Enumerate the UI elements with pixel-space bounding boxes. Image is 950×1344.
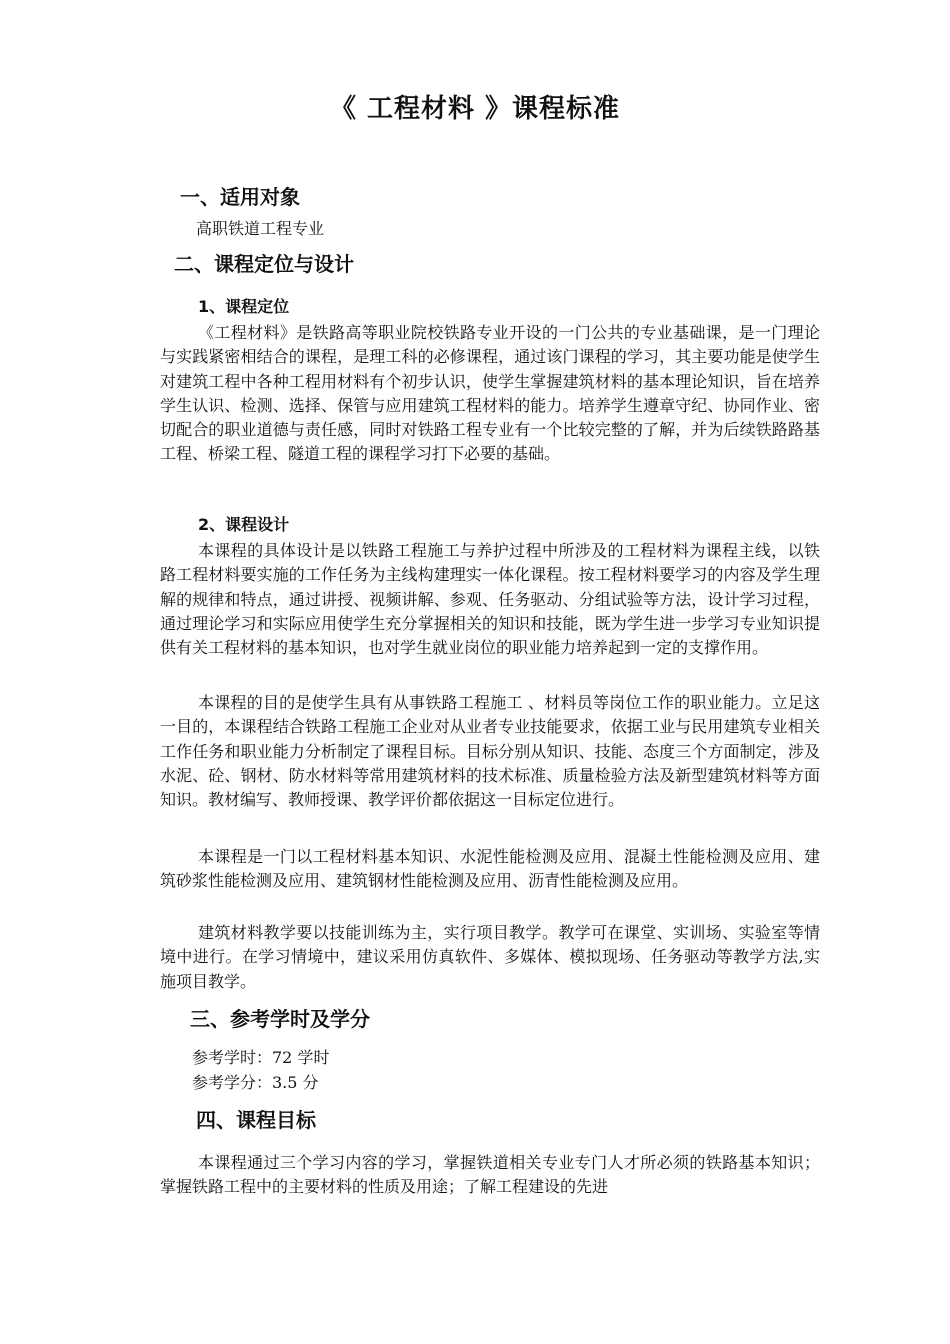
document-title: 《 工程材料 》课程标准 [329,94,621,124]
section-heading-hours-credits: 三、参考学时及学分 [190,1007,370,1031]
design-paragraph-2: 本课程的目的是使学生具有从事铁路工程施工 、材料员等岗位工作的职业能力。立足这一目的，本课程结合铁路工程施工企业对从业者专业技能要求，依据工业与民用建筑专业相关工作任务和职业能力分析制定了课程目标。目标分别从知识、技能、态度三个方面制定，涉及 水泥、砼、钢材、防水材料等常用建筑材料的技术标准、质量检验方法及新型建筑材料等方面知识。教材编写、教师授课、教学评价都依据这一目标定位进行。 [160,693,820,810]
design-paragraph-1: 本课程的具体设计是以铁路工程施工与养护过程中所涉及的工程材料为课程主线，以铁路工程材料要实施的工作任务为主线构建理实一体化课程。按工程材料要学习的内容及学生理解的规律和特点，通过讲授、视频讲解、参观、任务驱动、分组试验等方法，设计学习过程，通过理论学习和实际应用使学生充分掌握相关的知识和技能，既为学生进一步学习专业知识提供有关工程材料的基本知识，也对学生就业岗位的职业能力培养起到一定的支撑作用。 [160,541,820,658]
target-audience-text: 高职铁道工程专业 [196,219,325,238]
section-heading-target-audience: 一、适用对象 [180,185,300,209]
section-heading-positioning-design: 二、课程定位与设计 [174,252,354,276]
design-paragraph-3: 本课程是一门以工程材料基本知识、水泥性能检测及应用、混凝土性能检测及应用、建筑砂浆性能检测及应用、建筑钢材性能检测及应用、沥青性能检测及应用。 [160,847,820,891]
positioning-paragraph: 《工程材料》是铁路高等职业院校铁路专业开设的一门公共的专业基础课，是一门理论与实践紧密相结合的课程，是理工科的必修课程，通过该门课程的学习，其主要功能是使学生对建筑工程中各种工程用材料有个初步认识，使学生掌握建筑材料的基本理论知识，旨在培养学生认识、检测、选择、保管与应用建筑工程材料的能力。培养学生遵章守纪、协同作业、密切配合的职业道德与责任感，同时对铁路工程专业有一个比较完整的了解，并为后续铁路路基工程、桥梁工程、隧道工程的课程学习打下必要的基础。 [160,323,820,464]
reference-hours: 参考学时：72 学时 [192,1048,330,1067]
reference-credits: 参考学分：3.5 分 [192,1073,319,1092]
subsection-heading-design: 2、课程设计 [198,515,290,534]
design-paragraph-4: 建筑材料教学要以技能训练为主，实行项目教学。教学可在课堂、实训场、实验室等情境中进行。在学习情境中，建议采用仿真软件、多媒体、模拟现场、任务驱动等教学方法,实施项目教学。 [160,923,820,991]
section-heading-course-objectives: 四、课程目标 [196,1108,316,1132]
subsection-heading-positioning: 1、课程定位 [198,297,290,316]
objectives-paragraph: 本课程通过三个学习内容的学习，掌握铁道相关专业专门人才所必须的铁路基本知识；掌握铁路工程中的主要材料的性质及用途；了解工程建设的先进 [160,1153,820,1197]
